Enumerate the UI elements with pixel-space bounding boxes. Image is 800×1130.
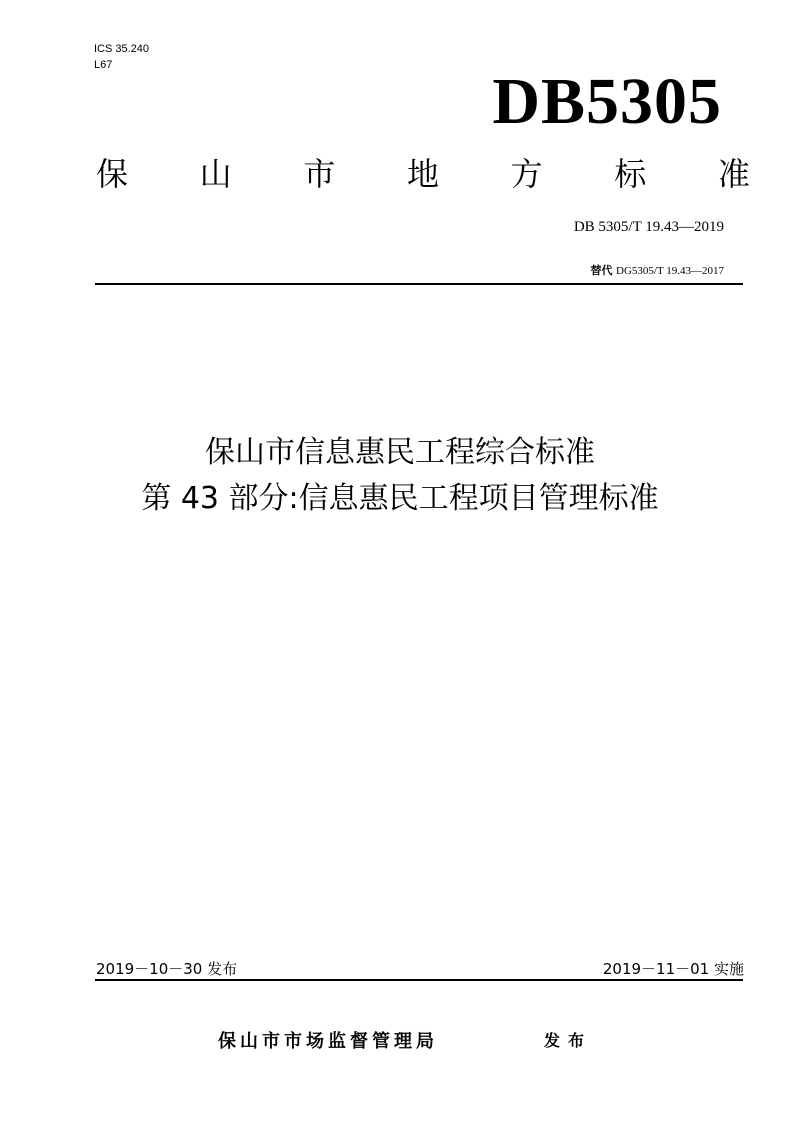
standard-type-char: 方 [510,155,543,193]
publish-label: 发布 [544,1031,593,1050]
standard-type-char: 市 [303,155,336,193]
ics-code: ICS 35.240 [94,43,150,55]
header-divider [95,283,743,285]
implementation-date: 2019－11－01 实施 [602,960,744,978]
footer-divider [95,979,743,981]
db-code: DB5305 [492,65,722,138]
replaces-label: 替代 [590,264,613,277]
standard-type-char: 山 [199,155,232,193]
replaces-notice [591,263,724,279]
ccs-code: L67 [94,59,113,71]
standard-type-char: 标 [614,155,647,193]
standard-type-char: 地 [406,155,439,193]
issue-date: 2019－10－30 发布 [96,960,238,978]
standard-type-char: 准 [717,155,750,193]
replaces-code: DG5305/T 19.43—2017 [616,265,724,277]
document-title [0,430,800,522]
publisher-name: 保山市市场监督管理局 [218,1031,438,1052]
document-title-line1: 保山市信息惠民工程综合标准 [205,435,595,470]
document-title-line2: 第 43 部分:信息惠民工程项目管理标准 [141,481,659,516]
standard-type-title [96,152,750,196]
standard-number: DB 5305/T 19.43—2019 [573,219,724,235]
standard-type-char: 保 [96,155,129,193]
